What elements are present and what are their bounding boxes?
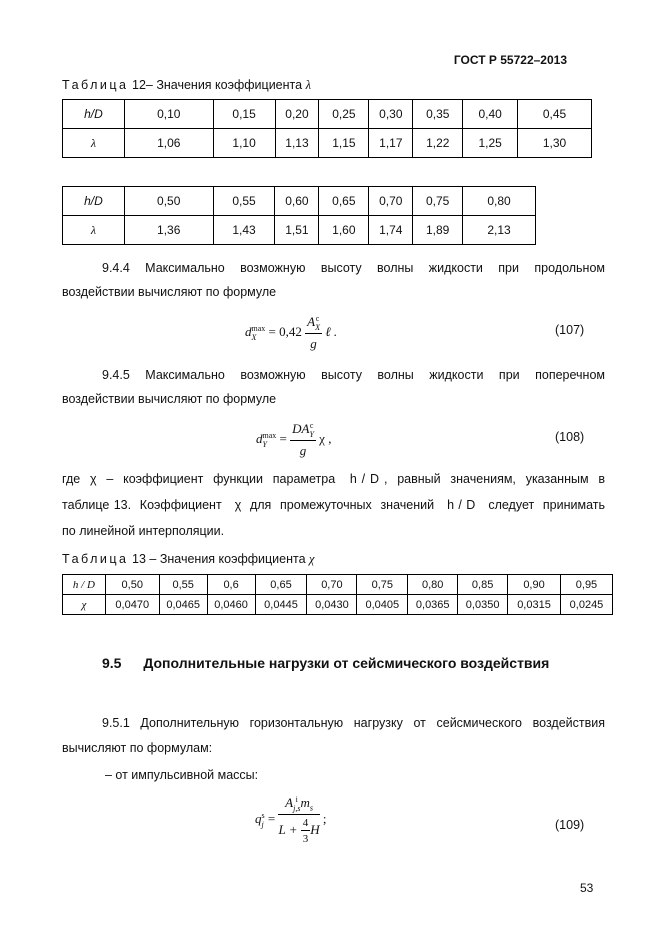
table13-value-row: [63, 595, 613, 615]
eq-fraction: [305, 314, 322, 352]
equation-109: q s j = A i j,s $m_s$ L + $\frac{4}{3}$ H ;: [255, 795, 327, 846]
eq-denominator: g: [299, 443, 307, 459]
table-cell: 0,75: [357, 575, 408, 595]
table13-header-row: [63, 575, 613, 595]
table-cell: 0,85: [458, 575, 508, 595]
table-cell: λ: [63, 216, 125, 245]
table-cell: 0,90: [508, 575, 561, 595]
table-cell: 0,95: [560, 575, 612, 595]
eq-lhs-sub: j: [261, 820, 264, 830]
eq-num-sub: Y: [309, 430, 314, 440]
eq-num-var: A: [307, 314, 316, 329]
table-cell: 0,70: [307, 575, 357, 595]
eq-num-tail: m: [300, 795, 310, 810]
table-cell: 0,0460: [207, 595, 255, 615]
eq-lhs-sup: max: [262, 431, 277, 441]
eq-denominator: g: [310, 336, 317, 352]
section-title: Дополнительные нагрузки от сейсмического воздействия: [143, 655, 550, 671]
eq-num-sub: X: [315, 323, 320, 333]
table-cell: 0,35: [413, 100, 463, 129]
eq-numerator: [290, 421, 316, 441]
table12-part1-value-row: [63, 129, 592, 158]
table-cell: χ: [63, 595, 106, 615]
impulse-mass-label: – от импульсивной массы:: [105, 768, 259, 782]
document-code: ГОСТ Р 55722–2013: [453, 53, 567, 67]
eq-lhs-sup: s: [261, 811, 265, 821]
paragraph-line: 9.4.5 Максимально возможную высоту волны жидкости при поперечном: [102, 368, 605, 382]
table-cell: 1,25: [463, 129, 518, 158]
table12-part1-header-row: [63, 100, 592, 129]
table-cell: 0,80: [463, 187, 536, 216]
table-cell: 2,13: [463, 216, 536, 245]
table12-part2-value-row: [63, 216, 536, 245]
table12-caption: [62, 78, 311, 93]
table-cell: 0,15: [213, 100, 275, 129]
table-cell: 0,55: [159, 575, 207, 595]
table-cell: 0,0430: [307, 595, 357, 615]
paragraph-line: воздействии вычисляют по формуле: [62, 285, 277, 299]
eq-den-right: H: [310, 822, 320, 837]
eq-den-fraction: [301, 817, 311, 845]
table12-part2: [62, 186, 536, 245]
table-cell: 0,55: [213, 187, 275, 216]
table-cell: 0,10: [124, 100, 213, 129]
eq-num-sup: c: [315, 314, 320, 324]
table-cell: λ: [63, 129, 125, 158]
eq-num-var: DA: [292, 421, 310, 436]
table-cell: 0,25: [319, 100, 369, 129]
equation-107: [245, 314, 337, 352]
eq-num-sup: i: [295, 795, 298, 805]
table13-caption-number: 13: [132, 552, 146, 566]
table-cell: 0,20: [275, 100, 319, 129]
table-cell: 1,15: [319, 129, 369, 158]
table-cell: 0,0405: [357, 595, 408, 615]
table-cell: 0,50: [124, 187, 213, 216]
table-cell: 0,40: [463, 100, 518, 129]
eq-numerator: [278, 795, 319, 815]
table-cell: 1,13: [275, 129, 319, 158]
table-cell: 0,80: [408, 575, 458, 595]
table12-caption-text: – Значения коэффициента: [145, 78, 303, 92]
paragraph-line: вычисляют по формулам:: [62, 741, 213, 755]
eq-lhs-sub: X: [251, 333, 257, 343]
table-cell: h / D: [63, 575, 106, 595]
table-cell: h/D: [63, 100, 125, 129]
paragraph-9-5-1: [62, 711, 605, 761]
table13-caption-label: Таблица: [62, 552, 129, 566]
table-cell: 0,0465: [159, 595, 207, 615]
table-cell: 0,75: [413, 187, 463, 216]
eq-numerator: [305, 314, 322, 334]
eq-lhs: q: [255, 811, 262, 826]
paragraph-9-4-5: [62, 363, 605, 411]
table13-caption: [62, 552, 315, 567]
section-number: 9.5: [102, 655, 122, 671]
table-cell: 0,0470: [105, 595, 159, 615]
table-cell: 1,74: [369, 216, 413, 245]
table-cell: 1,22: [413, 129, 463, 158]
table-cell: 0,65: [319, 187, 369, 216]
page-number: 53: [580, 881, 594, 895]
eq-lhs-sub: Y: [262, 440, 267, 450]
table-cell: 1,17: [369, 129, 413, 158]
table-cell: 0,70: [369, 187, 413, 216]
eq-den-left: L +: [278, 822, 298, 837]
table-cell: 0,50: [105, 575, 159, 595]
eq-tail: ;: [322, 811, 327, 826]
equation-109-number: (109): [555, 818, 585, 832]
eq-tail: ℓ .: [325, 324, 338, 339]
table-cell: 1,51: [275, 216, 319, 245]
eq-lhs: d: [245, 324, 252, 339]
table12-caption-label: Таблица: [62, 78, 129, 92]
eq-equals: =: [279, 431, 287, 446]
table13-caption-text: – Значения коэффициента: [149, 552, 306, 566]
table12-part2-header-row: [63, 187, 536, 216]
table13-caption-symbol: χ: [309, 552, 315, 566]
table12-caption-number: 12: [132, 78, 146, 92]
table-cell: 1,06: [124, 129, 213, 158]
table13: [62, 574, 613, 615]
table-cell: 1,10: [213, 129, 275, 158]
eq-denominator: [278, 815, 319, 845]
paragraph-where: [62, 466, 605, 544]
table-cell: 1,89: [413, 216, 463, 245]
table-cell: 0,45: [518, 100, 592, 129]
table-cell: 1,43: [213, 216, 275, 245]
eq-fraction: [278, 795, 319, 845]
table-cell: 0,65: [255, 575, 307, 595]
paragraph-line: по линейной интерполяции.: [62, 524, 225, 538]
table-cell: 1,60: [319, 216, 369, 245]
table-cell: 0,0445: [255, 595, 307, 615]
paragraph-line: воздействии вычисляют по формуле: [62, 392, 277, 406]
equation-108-number: (108): [555, 430, 585, 444]
eq-tail: χ ,: [319, 431, 332, 446]
paragraph-line: где χ – коэффициент функции параметра h / D , равный значениям, указанным в: [62, 472, 605, 486]
equation-108: [256, 421, 331, 459]
table-cell: 0,0315: [508, 595, 561, 615]
table12-caption-symbol: λ: [305, 78, 311, 92]
equation-107-number: (107): [555, 323, 585, 337]
table-cell: 0,0350: [458, 595, 508, 615]
eq-num-sub: j,s: [293, 804, 301, 814]
section-heading: [102, 655, 549, 671]
eq-num-tail-sub: s: [309, 803, 313, 813]
eq-equals: = 0,42: [268, 324, 302, 339]
eq-fraction: [290, 421, 316, 459]
eq-num-var: A: [285, 795, 294, 810]
table-cell: 0,0245: [560, 595, 612, 615]
table-cell: 0,6: [207, 575, 255, 595]
eq-lhs: d: [256, 431, 263, 446]
eq-num-sup: c: [309, 421, 314, 431]
table-cell: 0,0365: [408, 595, 458, 615]
table12-part1: [62, 99, 592, 158]
table-cell: 0,30: [369, 100, 413, 129]
eq-lhs-sup: max: [251, 324, 266, 334]
paragraph-line: таблице 13. Коэффициент χ для промежуточных значений h / D следует принимать: [62, 498, 605, 512]
paragraph-line: 9.4.4 Максимально возможную высоту волны жидкости при продольном: [102, 261, 605, 275]
paragraph-9-4-4: [62, 256, 605, 304]
table-cell: 0,60: [275, 187, 319, 216]
paragraph-line: 9.5.1 Дополнительную горизонтальную нагрузку от сейсмического воздействия: [102, 716, 605, 730]
table-cell: h/D: [63, 187, 125, 216]
table-cell: 1,30: [518, 129, 592, 158]
eq-den-frac-den: 3: [302, 833, 309, 846]
table-cell: 1,36: [124, 216, 213, 245]
eq-den-frac-num: 4: [302, 817, 309, 830]
